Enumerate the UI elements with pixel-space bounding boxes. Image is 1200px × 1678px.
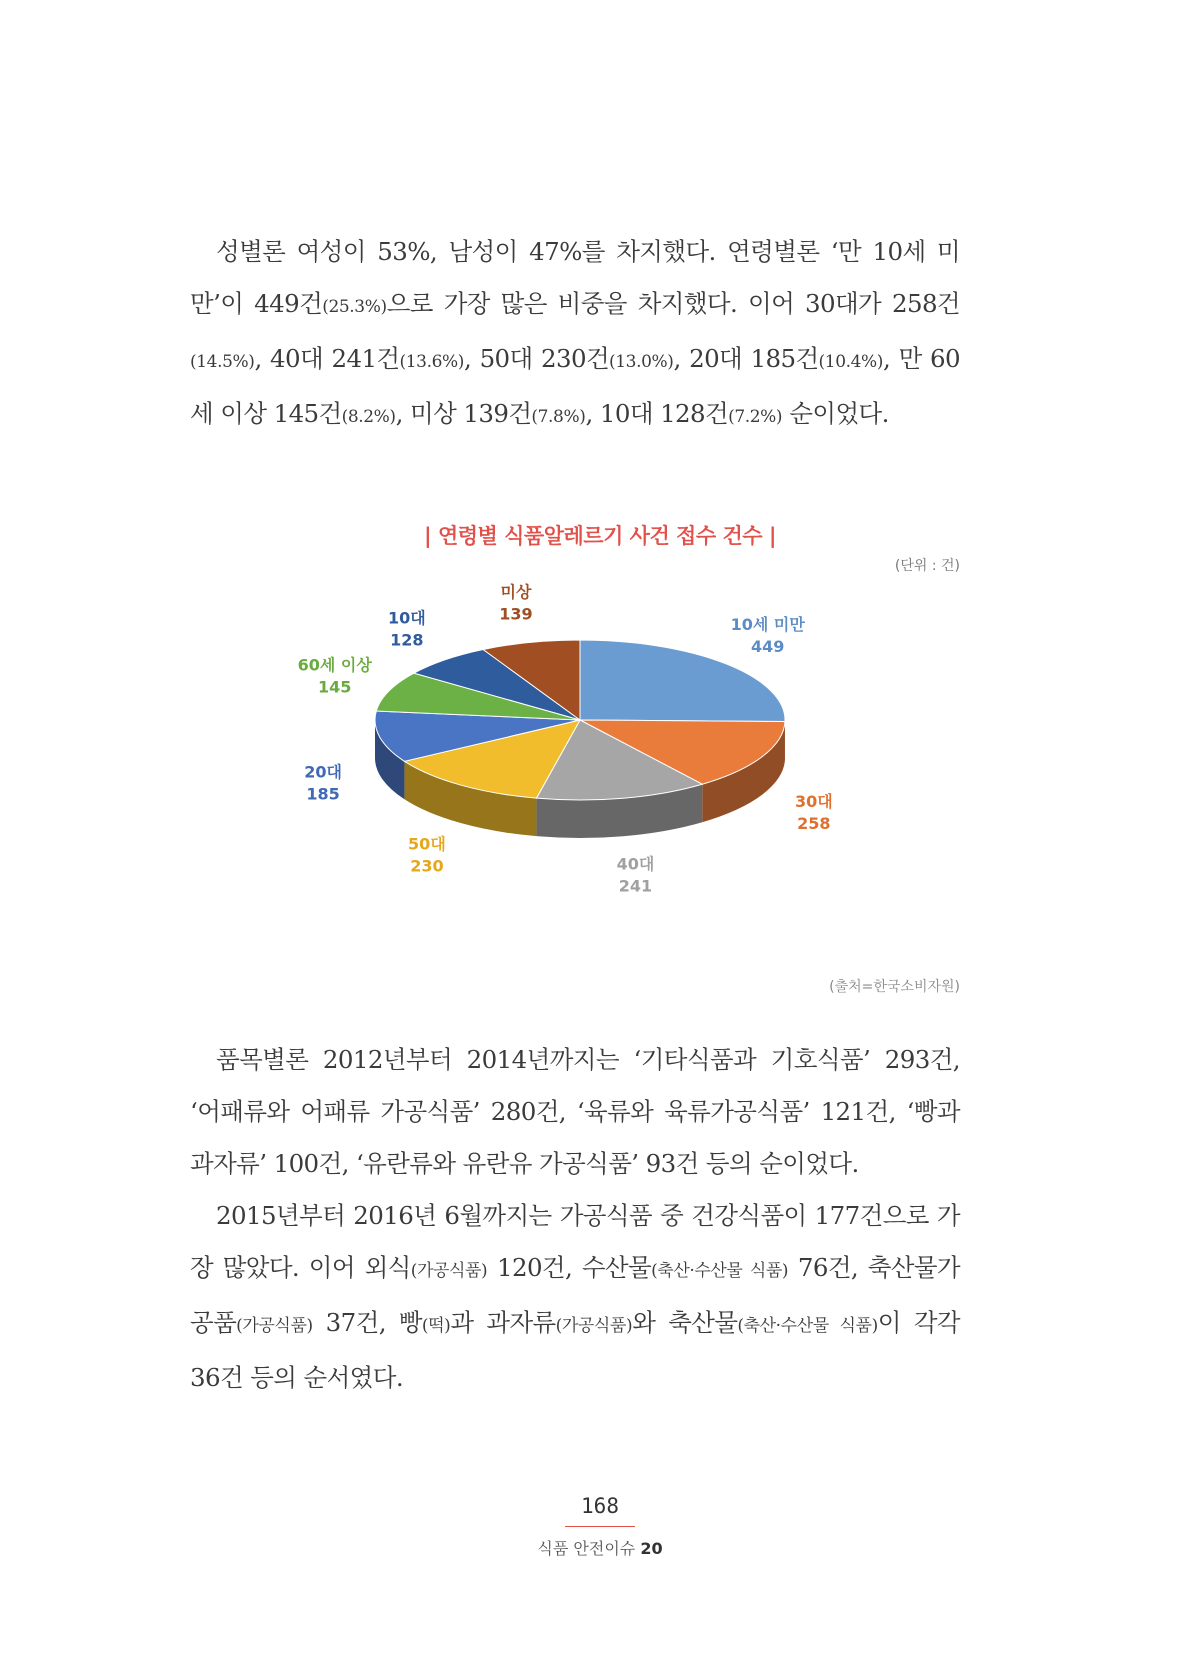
pie-label-6: 10대 xyxy=(387,608,426,628)
chart-title: | 연령별 식품알레르기 사건 접수 건수 | xyxy=(424,524,776,548)
pie-value-1: 258 xyxy=(797,813,831,833)
page-number: 168 xyxy=(581,1494,619,1518)
pie-label-3: 50대 xyxy=(408,834,446,854)
chart-unit: (단위 : 건) xyxy=(894,558,960,574)
pie-label-4: 20대 xyxy=(304,762,342,782)
book-title: 식품 안전이슈 xyxy=(537,1539,636,1558)
pie-value-6: 128 xyxy=(390,630,424,650)
pie-value-3: 230 xyxy=(410,856,444,876)
pie-label-0: 10세 미만 xyxy=(730,614,805,634)
running-footer xyxy=(0,1536,1200,1559)
pie-value-2: 241 xyxy=(618,876,653,896)
pie-value-0: 449 xyxy=(750,636,785,656)
pie-label-5: 60세 이상 xyxy=(297,655,372,675)
paragraph-age-stats: 성별론 여성이 53%, 남성이 47%를 차지했다. 연령별론 ‘만 10세 미만’이 449건(25.3%)으로 가장 많은 비중을 차지했다. 이어 30대가 258건(14.5%), 40대 241건(13.6%), 50대 230건(13.0%), 20대 185건(10.4%), 만 60세 이상 145건(8.2%), 미상 139건(7.8%), 10대 128건(7.2%) 순이었다. xyxy=(190,237,961,428)
book-number: 20 xyxy=(640,1539,663,1558)
pie-label-2: 40대 xyxy=(616,854,655,874)
chart-source: (출처=한국소비자원) xyxy=(829,979,960,995)
pie-chart xyxy=(270,575,930,935)
paragraph-item-stats-2015: 2015년부터 2016년 6월까지는 가공식품 중 건강식품이 177건으로 가장 많았다. 이어 외식(가공식품) 120건, 수산물(축산·수산물 식품) 76건, 축산물가공품(가공식품) 37건, 빵(떡)과 과자류(가공식품)와 축산물(축산·수산물 식품)이 각각 36건 등의 순서였다. xyxy=(190,1201,961,1392)
page-number-rule xyxy=(565,1526,635,1527)
paragraph-item-stats-2012: 품목별론 2012년부터 2014년까지는 ‘기타식품과 기호식품’ 293건, ‘어패류와 어패류 가공식품’ 280건, ‘육류와 육류가공식품’ 121건, ‘빵과 과자류’ 100건, ‘유란류와 유란유 가공식품’ 93건 등의 순이었다. xyxy=(190,1045,960,1178)
pie-label-7: 미상 xyxy=(500,582,532,602)
pie-value-5: 145 xyxy=(318,677,352,697)
pie-value-4: 185 xyxy=(306,784,340,804)
pie-label-1: 30대 xyxy=(794,791,833,811)
pie-value-7: 139 xyxy=(499,604,533,624)
